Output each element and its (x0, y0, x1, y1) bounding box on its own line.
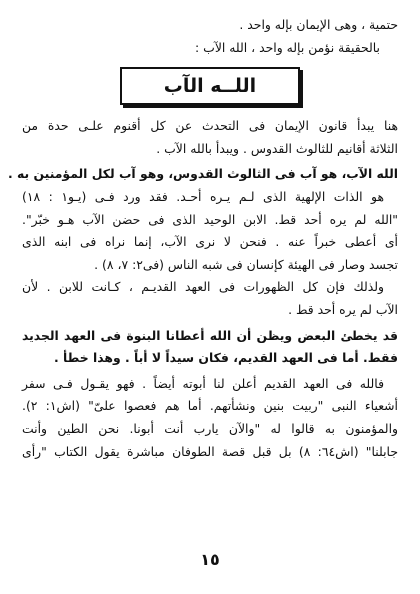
text-line: ولذلك فإن كل الظهورات فى العهد القديـم ، كـانت للابن . لأن (22, 279, 384, 295)
text-line: جابلنا" (اش٦٤: ٨) بل قبل قصة الطوفان مباشرة يقول الكتاب "رأى (22, 443, 398, 459)
text-line: هو الذات الإلهية الذى لـم يـره أحـد. فقد ورد فـى (يـو۱ : ۱۸) (22, 188, 384, 204)
bold-text-line: الله الآب، هو آب فى الثالوث القدوس، وهو آب لكل المؤمنين به . (7, 166, 398, 182)
text-line: "الله لم يره أحد قط. الابن الوحيد الذى فى حضن الآب هـو خبّر". (22, 211, 398, 227)
text-line: بالحقيقة نؤمن بإله واحد ، الله الآب : (195, 39, 380, 55)
text-line: هنا يبدأ قانون الإيمان فى التحدث عن كل أقنوم علـى حدة من (22, 118, 398, 134)
text-line: حتمية ، وهى الإيمان بإله واحد . (239, 17, 398, 32)
text-line: أشعياء النبى "ربيت بنين ونشأتهم. أما هم فعصوا علىّ" (اش۱: ۲). (22, 398, 398, 414)
text-line: الآب لم يره أحد قط . (288, 301, 398, 317)
text-line: تجسد وصار فى الهيئة كإنسان فى شبه الناس (فى۲: ۷، ۸) . (94, 256, 398, 272)
text-line: والمؤمنون به قالوا له "والآن يارب أنت أبونا. نحن الطين وأنت (22, 420, 398, 436)
text-line: أى أعطى خبراً عنه . فنحن لا نرى الآب، إنما نراه فى ابنه الذى (22, 234, 398, 250)
bold-text-line: فقط. أما فى العهد القديم، فكان سيداً لا أباً . وهذا خطأ . (53, 350, 398, 366)
text-line: الثلاثة أقانيم للثالوث القدوس . ويبدأ بالله الآب . (156, 140, 398, 156)
text-line: فالله فى العهد القديم أعلن لنا أبوته أيضاً . فهو يقـول فـى سفر (22, 375, 384, 391)
page-number: ١٥ (200, 550, 220, 569)
section-heading-wrap (22, 61, 398, 111)
bold-text-line: قد يخطئ البعض ويظن أن الله أعطانا البنوة فى العهد الجديد (22, 327, 398, 343)
section-heading: اللــه الآب (120, 67, 300, 105)
